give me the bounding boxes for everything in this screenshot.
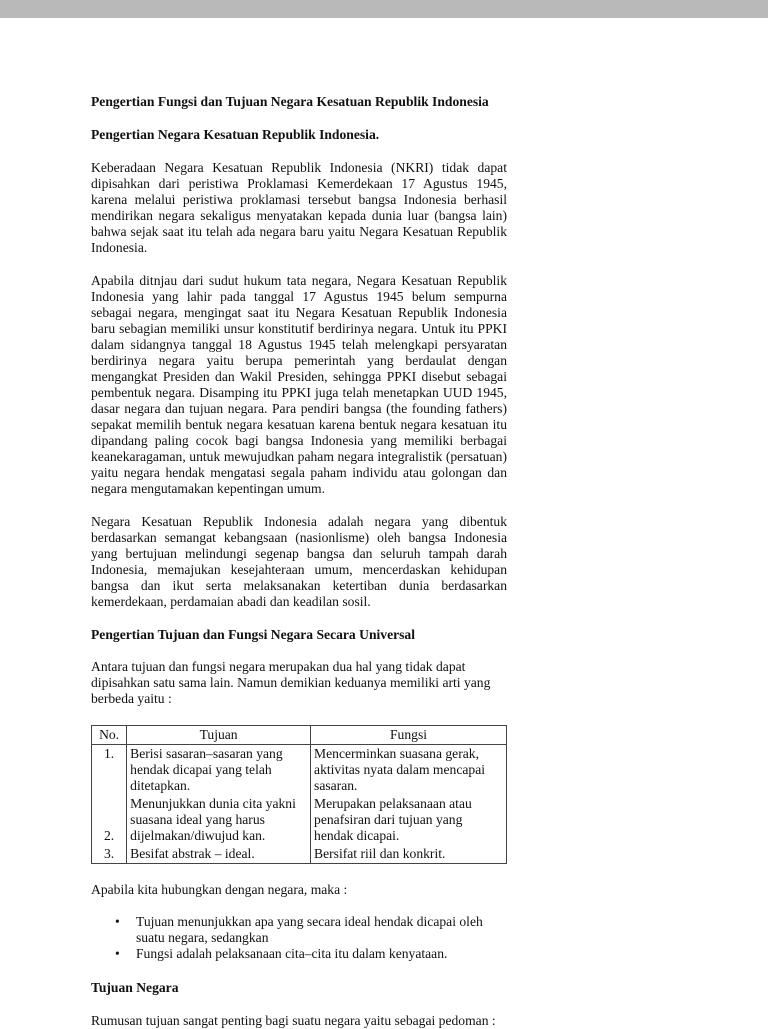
bullet-list — [91, 914, 507, 962]
table-row — [92, 795, 507, 845]
paragraph-hubungan-negara: Apabila kita hubungkan dengan negara, maka : — [91, 882, 348, 897]
table-cell-tujuan: Besifat abstrak – ideal. — [127, 845, 311, 864]
table-cell-fungsi: Mencerminkan suasana gerak, aktivitas nyata dalam mencapai sasaran. — [311, 745, 507, 796]
table-row — [92, 845, 507, 864]
section-heading-nkri: Pengertian Negara Kesatuan Republik Indonesia. — [91, 127, 380, 142]
paragraph-hukum-tata-negara: Apabila ditnjau dari sudut hukum tata negara, Negara Kesatuan Republik Indonesia yang lahir pada tanggal 17 Agustus 1945 belum sempurna sebagai negara, mengingat saat itu Negara Kesatuan Republik Indonesia baru sebagian memiliki unsur konstitutif berdirinya negara. Untuk itu PPKI dalam sidangnya tanggal 18 Agustus 1945 telah melengkapi persyaratan berdirinya negara yaitu berupa pemerintah yang berdaulat dengan mengangkat Presiden dan Wakil Presiden, sehingga PPKI disebut sebagai pembentuk negara. Disamping itu PPKI juga telah menetapkan UUD 1945, dasar negara dan tujuan negara. Para pendiri bangsa (the founding fathers) sepakat memilih bentuk negara kesatuan karena bentuk negara kesatuan itu dipandang paling cocok bagi bangsa Indonesia yang memiliki berbagai keanekaragaman, untuk mewujudkan paham negara integralistik (persatuan) yaitu negara hendak mengatasi segala paham individu atau golongan dan negara mengutamakan kepentingan umum. — [91, 273, 507, 496]
document-title: Pengertian Fungsi dan Tujuan Negara Kesatuan Republik Indonesia — [91, 94, 489, 109]
table-cell-no: 3. — [92, 845, 127, 864]
list-item — [91, 946, 507, 962]
section-heading-universal: Pengertian Tujuan dan Fungsi Negara Secara Universal — [91, 627, 416, 642]
bullet-icon: • — [115, 914, 120, 929]
list-item — [91, 914, 507, 946]
table-cell-tujuan: Menunjukkan dunia cita yakni suasana ideal yang harus dijelmakan/diwujud kan. — [127, 795, 311, 845]
paragraph-nkri-definition: Negara Kesatuan Republik Indonesia adalah negara yang dibentuk berdasarkan semangat kebangsaan (nasionlisme) oleh bangsa Indonesia yang bertujuan melindungi segenap bangsa dan seluruh tampah darah Indonesia, memajukan kesejahteraan umum, mencerdaskan kehidupan bangsa dan ikut serta melaksanakan ketertiban dunia berdasarkan kemerdekaan, perdamaian abadi dan keadilan sosil. — [91, 514, 507, 609]
table-header-no: No. — [92, 726, 127, 745]
document-content — [91, 94, 507, 1029]
list-item-text: Fungsi adalah pelaksanaan cita–cita itu dalam kenyataan. — [136, 946, 448, 961]
table-header-row — [92, 726, 507, 745]
paragraph-rumusan-tujuan: Rumusan tujuan sangat penting bagi suatu negara yaitu sebagai pedoman : — [91, 1013, 496, 1028]
list-item-text: Tujuan menunjukkan apa yang secara ideal hendak dicapai oleh suatu negara, sedangkan — [136, 914, 483, 945]
table-cell-no: 1. — [92, 745, 127, 796]
table-cell-fungsi: Bersifat riil dan konkrit. — [311, 845, 507, 864]
table-cell-fungsi: Merupakan pelaksanaan atau penafsiran dari tujuan yang hendak dicapai. — [311, 795, 507, 845]
table-header-fungsi: Fungsi — [311, 726, 507, 745]
paragraph-keberadaan: Keberadaan Negara Kesatuan Republik Indonesia (NKRI) tidak dapat dipisahkan dari peristiwa Proklamasi Kemerdekaan 17 Agustus 1945, karena melalui peristiwa proklamasi tersebut bangsa Indonesia berhasil mendirikan negara sekaligus menyatakan kepada dunia luar (bangsa lain) bahwa sejak saat itu telah ada negara baru yaitu Negara Kesatuan Republik Indonesia. — [91, 160, 507, 255]
section-heading-tujuan-negara: Tujuan Negara — [91, 980, 179, 995]
table-header-tujuan: Tujuan — [127, 726, 311, 745]
bullet-icon: • — [115, 946, 120, 961]
table-row — [92, 745, 507, 796]
table-cell-tujuan: Berisi sasaran–sasaran yang hendak dicapai yang telah ditetapkan. — [127, 745, 311, 796]
viewer-top-bar — [0, 0, 768, 18]
paragraph-tujuan-fungsi: Antara tujuan dan fungsi negara merupakan dua hal yang tidak dapat dipisahkan satu sama lain. Namun demikian keduanya memiliki arti yang berbeda yaitu : — [91, 659, 491, 706]
tujuan-fungsi-table — [91, 725, 507, 864]
table-cell-no: 2. — [92, 795, 127, 845]
